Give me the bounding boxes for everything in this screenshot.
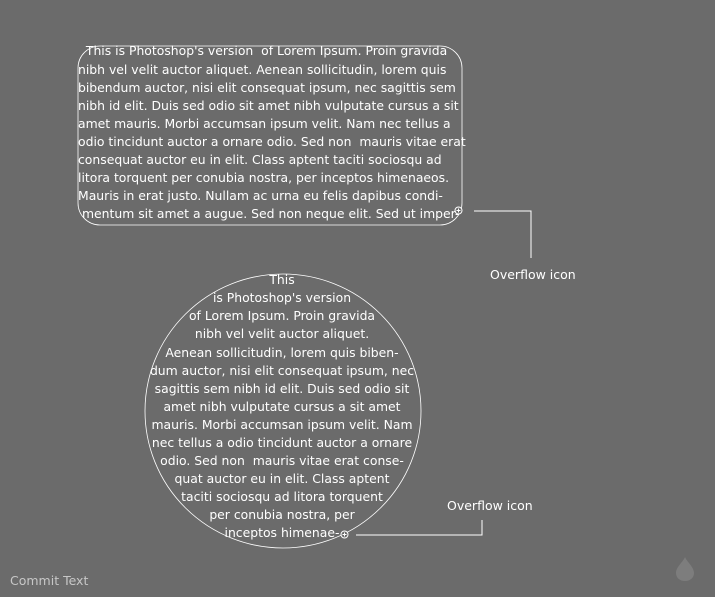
circle-overflow-label: Overflow icon [447,498,533,513]
circle-text-line: This [269,272,295,287]
circle-text-line: taciti sociosqu ad litora torquent [181,489,383,504]
rect-text-line: This is Photoshop's version of Lorem Ipsum. Proin gravida [78,43,448,58]
circle-text-line: is Photoshop's version [212,290,352,305]
circle-text-line: nec tellus a odio tincidunt auctor a ornare [151,435,413,450]
rect-text-line: nibh id elit. Duis sed odio sit amet nibh vulputate cursus a sit [78,98,459,113]
rect-text-line: odio tincidunt auctor a ornare odio. Sed non mauris vitae erat [78,134,466,149]
drop-icon [672,555,698,583]
rect-text-line: nibh vel velit auctor aliquet. Aenean sollicitudin, lorem quis [78,62,447,77]
circle-text-line: inceptos himenae- [224,525,340,540]
circle-text-line: dum auctor, nisi elit consequat ipsum, nec [149,363,415,378]
circle-text-line: odio. Sed non mauris vitae erat conse- [160,453,404,468]
rect-text-line: bibendum auctor, nisi elit consequat ipsum, nec sagittis sem [78,80,456,95]
commit-text-button[interactable]: Commit Text [10,573,89,588]
rect-callout-line [474,211,531,258]
rect-text-line: litora torquent per conubia nostra, per inceptos himenaeos. [78,170,450,185]
circle-text-line: Aenean sollicitudin, lorem quis biben- [165,345,399,360]
circle-text-line: of Lorem Ipsum. Proin gravida [188,308,376,323]
rect-overflow-label: Overflow icon [490,267,576,282]
circle-text-line: quat auctor eu in elit. Class aptent [174,471,390,486]
rect-text-line: mentum sit amet a augue. Sed non neque elit. Sed ut imper- [78,206,460,221]
rect-text-line: consequat auctor eu in elit. Class aptent taciti sociosqu ad [78,152,442,167]
rect-text-line: Mauris in erat justo. Nullam ac urna eu felis dapibus condi- [78,188,443,203]
circle-text-line: mauris. Morbi accumsan ipsum velit. Nam [151,417,413,432]
circle-text-line: per conubia nostra, per [209,507,355,522]
circle-text-line: sagittis sem nibh id elit. Duis sed odio sit [154,381,410,396]
circle-text-line: amet nibh vulputate cursus a sit amet [163,399,401,414]
rect-text-line: amet mauris. Morbi accumsan ipsum velit. Nam nec tellus a [78,116,451,131]
circle-text-line: nibh vel velit auctor aliquet. [194,326,370,341]
